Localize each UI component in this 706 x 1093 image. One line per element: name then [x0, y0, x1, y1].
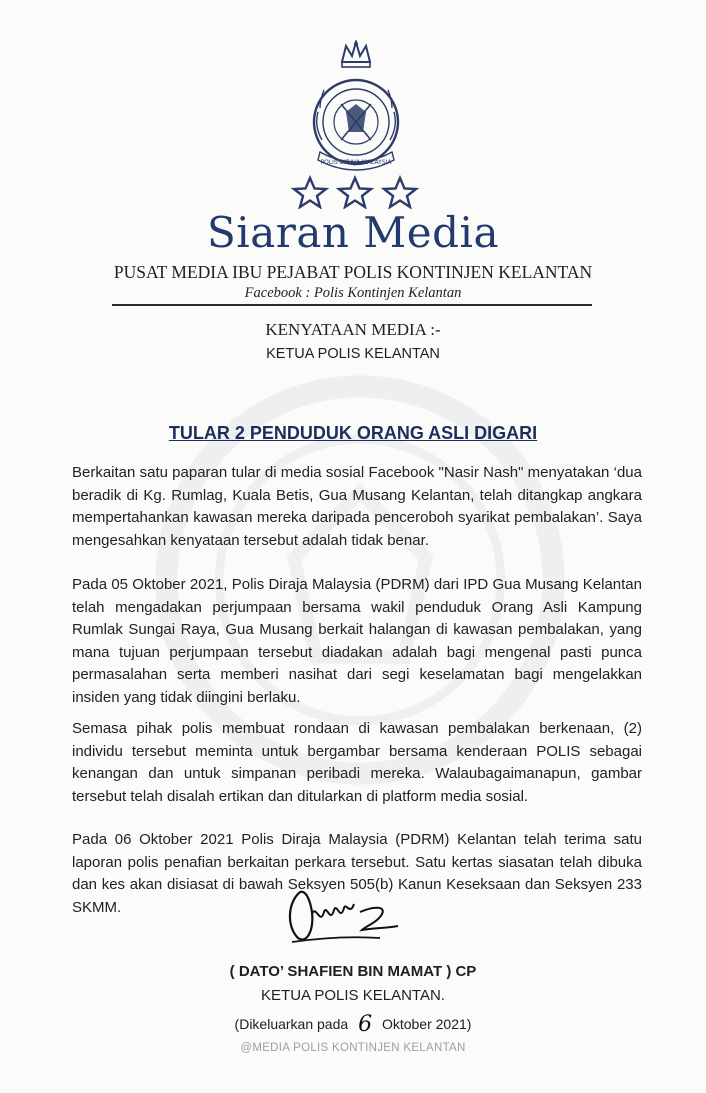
- statement-from: KETUA POLIS KELANTAN: [266, 346, 440, 362]
- footer-watermark-text: @MEDIA POLIS KONTINJEN KELANTAN: [240, 1042, 466, 1054]
- paragraph-1: Berkaitan satu paparan tular di media sosial Facebook "Nasir Nash" menyatakan ‘dua beradik di Kg. Rumlag, Kuala Betis, Gua Musang Kelantan, telah ditangkap angkara mempertahankan kawasan mereka daripada penceroboh syarikat pembalakan’. Saya mengesahkan kenyataan tersebut adalah tidak benar.: [72, 464, 642, 549]
- polis-diraja-malaysia-crest-icon: [308, 40, 404, 180]
- facebook-line: Facebook : Polis Kontinjen Kelantan: [244, 285, 462, 301]
- issued-date: [0, 1010, 706, 1035]
- svg-text:POLIS DIRAJA MALAYSIA: POLIS DIRAJA MALAYSIA: [320, 159, 392, 166]
- issued-day-handwritten: 6: [358, 1012, 373, 1037]
- page-title: Siaran Media: [207, 208, 499, 257]
- media-centre-subtitle: PUSAT MEDIA IBU PEJABAT POLIS KONTINJEN KELANTAN: [113, 262, 593, 282]
- headline: TULAR 2 PENDUDUK ORANG ASLI DIGARI: [168, 423, 538, 443]
- issued-suffix: Oktober 2021): [381, 1016, 472, 1032]
- header-divider: [112, 304, 592, 306]
- paragraph-2: Pada 05 Oktober 2021, Polis Diraja Malaysia (PDRM) dari IPD Gua Musang Kelantan telah mengadakan perjumpaan bersama wakil penduduk Orang Asli Kampung Rumlak Sungai Raya, Gua Musang berkait halangan di kawasan pembalakan, yang mana tujuan perjumpaan tersebut diadakan adalah bagi mengenal pasti punca permasalahan serta memberi nasihat dari segi keselamatan bagi mengelakkan insiden yang tidak diingini berlaku.: [72, 576, 642, 706]
- handwritten-signature: [270, 882, 405, 957]
- signatory-name: ( DATO’ SHAFIEN BIN MAMAT ) CP: [229, 963, 477, 980]
- three-stars-icon: [290, 175, 420, 209]
- paragraph-3: Semasa pihak polis membuat rondaan di kawasan pembalakan berkenaan, (2) individu tersebut meminta untuk bergambar bersama kenderaan POLIS sebagai kenangan dan untuk simpanan peribadi mereka. Walaubagaimanapun, gambar tersebut telah disalah ertikan dan ditularkan di platform media sosial.: [72, 720, 642, 805]
- issued-prefix: (Dikeluarkan pada: [234, 1016, 349, 1032]
- statement-label: KENYATAAN MEDIA :-: [265, 320, 441, 339]
- signatory-title: KETUA POLIS KELANTAN.: [261, 987, 445, 1004]
- paragraph-4: Pada 06 Oktober 2021 Polis Diraja Malaysia (PDRM) Kelantan telah terima satu laporan polis penafian berkaitan perkara tersebut. Satu kertas siasatan telah dibuka dan kes akan disiasat di bawah Seksyen 505(b) Kanun Keseksaan dan Seksyen 233 SKMM.: [72, 831, 642, 916]
